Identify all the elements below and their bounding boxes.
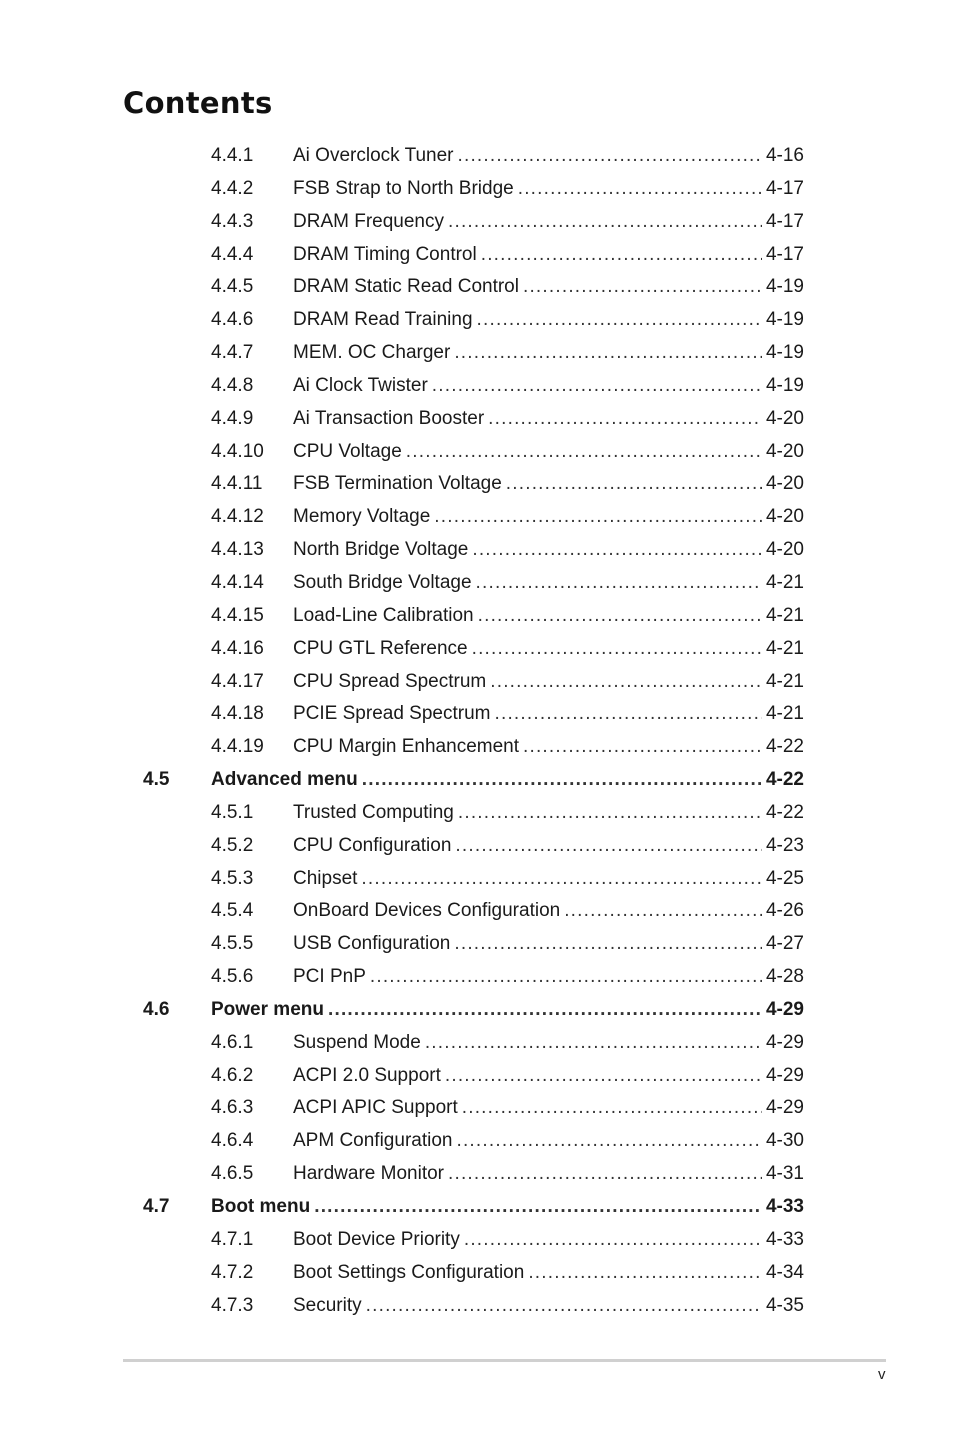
- toc-section-entry[interactable]: [0, 764, 954, 797]
- toc-entry-title: DRAM Static Read Control: [293, 276, 519, 298]
- dot-leader: [328, 994, 762, 1027]
- toc-entry-page: 4-19: [765, 374, 804, 396]
- toc-entry-number: 4.5.5: [211, 933, 254, 955]
- toc-entry-title: OnBoard Devices Configuration: [293, 900, 561, 922]
- toc-entry-number: 4.7.1: [211, 1228, 254, 1250]
- dot-leader: [477, 304, 762, 337]
- dot-leader: [458, 797, 762, 830]
- toc-entry-number: 4.6.2: [211, 1064, 254, 1086]
- toc-entry-line: [293, 895, 804, 928]
- toc-entry-line: [293, 731, 804, 764]
- toc-entry-line: [293, 239, 804, 272]
- toc-entry-page: 4-29: [765, 1064, 804, 1086]
- toc-entry-line: [293, 337, 804, 370]
- toc-entry[interactable]: [0, 206, 954, 239]
- toc-entry-page: 4-35: [765, 1294, 804, 1316]
- toc-entry-number: 4.4.2: [211, 177, 254, 199]
- toc-entry[interactable]: [0, 1092, 954, 1125]
- toc-entry-title: Boot Settings Configuration: [293, 1261, 525, 1283]
- toc-entry-number: 4.6.3: [211, 1097, 254, 1119]
- toc-entry-title: Chipset: [293, 867, 358, 889]
- toc-entry-number: 4.6.4: [211, 1130, 254, 1152]
- toc-entry-line: [293, 304, 804, 337]
- toc-entry-page: 4-28: [765, 966, 804, 988]
- toc-entry-page: 4-20: [765, 473, 804, 495]
- toc-entry-page: 4-20: [765, 506, 804, 528]
- toc-entry-title: CPU Configuration: [293, 834, 452, 856]
- toc-entry-line: [293, 830, 804, 863]
- toc-entry-page: 4-20: [765, 407, 804, 429]
- toc-entry-number: 4.4.8: [211, 374, 254, 396]
- toc-entry-title: Security: [293, 1294, 362, 1316]
- toc-entry-title: Advanced menu: [211, 769, 358, 791]
- toc-entry-number: 4.6: [143, 998, 170, 1020]
- toc-entry-title: CPU Margin Enhancement: [293, 736, 519, 758]
- toc-entry-title: USB Configuration: [293, 933, 451, 955]
- dot-leader: [494, 698, 761, 731]
- toc-entry[interactable]: [0, 895, 954, 928]
- toc-entry-title: CPU GTL Reference: [293, 637, 468, 659]
- dot-leader: [490, 666, 762, 699]
- toc-entry-line: [293, 600, 804, 633]
- toc-entry-number: 4.4.18: [211, 703, 264, 725]
- dot-leader: [425, 1027, 762, 1060]
- toc-entry-page: 4-33: [765, 1228, 804, 1250]
- toc-entry-line: [293, 1027, 804, 1060]
- toc-entry-page: 4-17: [765, 243, 804, 265]
- toc-entry-number: 4.4.19: [211, 736, 264, 758]
- toc-entry-page: 4-27: [765, 933, 804, 955]
- dot-leader: [518, 173, 762, 206]
- toc-entry-title: PCI PnP: [293, 966, 366, 988]
- toc-entry[interactable]: [0, 1257, 954, 1290]
- toc-entry-page: 4-30: [765, 1130, 804, 1152]
- dot-leader: [362, 764, 762, 797]
- toc-section-entry[interactable]: [0, 994, 954, 1027]
- toc-entry-title: Hardware Monitor: [293, 1163, 444, 1185]
- toc-entry-number: 4.5.3: [211, 867, 254, 889]
- toc-entry-page: 4-26: [765, 900, 804, 922]
- toc-entry-line: [293, 436, 804, 469]
- toc-entry-page: 4-29: [765, 998, 804, 1020]
- toc-entry-page: 4-33: [765, 1196, 804, 1217]
- toc-entry-page: 4-20: [765, 440, 804, 462]
- toc-entry[interactable]: [0, 830, 954, 863]
- toc-entry-title: Boot Device Priority: [293, 1228, 460, 1250]
- toc-entry[interactable]: [0, 403, 954, 436]
- dot-leader: [361, 863, 762, 896]
- toc-entry-line: [293, 698, 804, 731]
- dot-leader: [445, 1060, 762, 1093]
- toc-entry-number: 4.4.10: [211, 440, 264, 462]
- dot-leader: [523, 271, 762, 304]
- toc-entry[interactable]: [0, 1027, 954, 1060]
- toc-entry-line: [293, 271, 804, 304]
- toc-entry-number: 4.4.1: [211, 145, 254, 166]
- toc-entry-title: Ai Transaction Booster: [293, 407, 485, 429]
- toc-entry-number: 4.7.3: [211, 1294, 254, 1316]
- toc-entry[interactable]: [0, 304, 954, 337]
- toc-entry[interactable]: [0, 797, 954, 830]
- toc-entry-title: Ai Overclock Tuner: [293, 145, 454, 166]
- toc-entry-page: 4-17: [765, 177, 804, 199]
- toc-entry[interactable]: [0, 1125, 954, 1158]
- toc-entry-title: APM Configuration: [293, 1130, 453, 1152]
- toc-entry[interactable]: [0, 1060, 954, 1093]
- toc-entry-page: 4-21: [765, 604, 804, 626]
- toc-entry[interactable]: [0, 534, 954, 567]
- toc-entry[interactable]: [0, 698, 954, 731]
- dot-leader: [476, 567, 762, 600]
- toc-entry-number: 4.4.17: [211, 670, 264, 692]
- toc-entry-line: [293, 666, 804, 699]
- toc-entry-number: 4.4.14: [211, 571, 264, 593]
- toc-entry-line: [293, 633, 804, 666]
- toc-entry-number: 4.7: [143, 1196, 170, 1217]
- toc-entry-page: 4-31: [765, 1163, 804, 1185]
- toc-entry-title: North Bridge Voltage: [293, 539, 469, 561]
- toc-entry-number: 4.5: [143, 769, 170, 791]
- toc-entry-number: 4.4.16: [211, 637, 264, 659]
- toc-entry-title: Trusted Computing: [293, 801, 454, 823]
- dot-leader: [454, 928, 762, 961]
- toc-entry-title: CPU Spread Spectrum: [293, 670, 487, 692]
- toc-entry[interactable]: [0, 928, 954, 961]
- dot-leader: [523, 731, 762, 764]
- toc-entry-title: DRAM Frequency: [293, 210, 444, 232]
- page-number: v: [878, 1366, 886, 1383]
- toc-entry-number: 4.6.1: [211, 1031, 254, 1053]
- toc-entry-page: 4-34: [765, 1261, 804, 1283]
- toc-entry-page: 4-19: [765, 342, 804, 364]
- toc-entry[interactable]: [0, 140, 954, 173]
- toc-entry-line: [293, 928, 804, 961]
- toc-entry-number: 4.4.3: [211, 210, 254, 232]
- toc-entry-title: PCIE Spread Spectrum: [293, 703, 491, 725]
- toc-entry[interactable]: [0, 1224, 954, 1257]
- toc-entry-title: Power menu: [211, 998, 324, 1020]
- toc-entry-line: [211, 764, 804, 797]
- toc-entry-line: [293, 1158, 804, 1191]
- toc-entry-number: 4.4.5: [211, 276, 254, 298]
- dot-leader: [478, 600, 762, 633]
- toc-entry[interactable]: [0, 666, 954, 699]
- toc-entry-line: [211, 1191, 804, 1224]
- dot-leader: [462, 1092, 762, 1125]
- toc-entry-line: [293, 961, 804, 994]
- dot-leader: [454, 337, 762, 370]
- toc-entry-number: 4.6.5: [211, 1163, 254, 1185]
- dot-leader: [528, 1257, 762, 1290]
- toc-entry-title: Load-Line Calibration: [293, 604, 474, 626]
- toc-entry-line: [293, 206, 804, 239]
- toc-entry-number: 4.4.12: [211, 506, 264, 528]
- dot-leader: [448, 206, 762, 239]
- toc-entry-line: [293, 1125, 804, 1158]
- toc-entry[interactable]: [0, 600, 954, 633]
- toc-entry-page: 4-22: [765, 736, 804, 758]
- toc-entry-number: 4.4.7: [211, 342, 254, 364]
- toc-entry-title: MEM. OC Charger: [293, 342, 451, 364]
- toc-entry[interactable]: [0, 961, 954, 994]
- toc-entry-page: 4-22: [765, 769, 804, 791]
- toc-entry-number: 4.4.6: [211, 309, 254, 331]
- toc-entry-number: 4.4.13: [211, 539, 264, 561]
- toc-entry-number: 4.4.4: [211, 243, 254, 265]
- dot-leader: [314, 1191, 762, 1224]
- dot-leader: [455, 830, 762, 863]
- toc-entry-number: 4.7.2: [211, 1261, 254, 1283]
- toc-entry[interactable]: [0, 271, 954, 304]
- toc-entry[interactable]: [0, 567, 954, 600]
- toc-entry-title: ACPI APIC Support: [293, 1097, 458, 1119]
- toc-entry-number: 4.5.6: [211, 966, 254, 988]
- toc-entry-line: [293, 501, 804, 534]
- toc-entry[interactable]: [0, 436, 954, 469]
- toc-entry-title: DRAM Timing Control: [293, 243, 477, 265]
- dot-leader: [448, 1158, 762, 1191]
- dot-leader: [472, 534, 762, 567]
- dot-leader: [434, 501, 762, 534]
- toc-entry-title: South Bridge Voltage: [293, 571, 472, 593]
- toc-entry-title: DRAM Read Training: [293, 309, 473, 331]
- toc-entry-title: Memory Voltage: [293, 506, 431, 528]
- toc-entry-page: 4-16: [765, 145, 804, 166]
- toc-entry-number: 4.4.9: [211, 407, 254, 429]
- dot-leader: [472, 633, 762, 666]
- toc-entry-line: [293, 1290, 804, 1323]
- toc-entry-page: 4-21: [765, 703, 804, 725]
- toc-entry-title: Suspend Mode: [293, 1031, 421, 1053]
- toc-entry-page: 4-29: [765, 1097, 804, 1119]
- dot-leader: [432, 370, 762, 403]
- toc-entry-page: 4-17: [765, 210, 804, 232]
- toc-entry-page: 4-22: [765, 801, 804, 823]
- toc-entry-line: [293, 797, 804, 830]
- toc-entry-line: [293, 1257, 804, 1290]
- toc-entry-number: 4.5.1: [211, 801, 254, 823]
- dot-leader: [406, 436, 762, 469]
- toc-entry-title: Boot menu: [211, 1196, 311, 1217]
- dot-leader: [464, 1224, 762, 1257]
- toc-entry-number: 4.5.4: [211, 900, 254, 922]
- toc-entry-line: [293, 140, 804, 173]
- toc-entry-page: 4-29: [765, 1031, 804, 1053]
- toc-entry-title: CPU Voltage: [293, 440, 402, 462]
- toc-entry-page: 4-21: [765, 571, 804, 593]
- toc-entry-page: 4-19: [765, 309, 804, 331]
- toc-entry[interactable]: [0, 501, 954, 534]
- toc-entry-number: 4.5.2: [211, 834, 254, 856]
- toc-section-entry[interactable]: [0, 1191, 954, 1224]
- toc-entry-line: [293, 1092, 804, 1125]
- toc-entry-line: [293, 1224, 804, 1257]
- page-title: Contents: [123, 86, 273, 120]
- toc-entry-title: Ai Clock Twister: [293, 374, 428, 396]
- toc-entry-line: [293, 863, 804, 896]
- toc-entry-title: ACPI 2.0 Support: [293, 1064, 441, 1086]
- toc-entry[interactable]: [0, 863, 954, 896]
- toc-entry-page: 4-21: [765, 670, 804, 692]
- dot-leader: [458, 140, 762, 173]
- toc-entry[interactable]: [0, 239, 954, 272]
- toc-entry-title: FSB Strap to North Bridge: [293, 177, 514, 199]
- dot-leader: [488, 403, 762, 436]
- toc-entry-page: 4-19: [765, 276, 804, 298]
- toc-entry-page: 4-21: [765, 637, 804, 659]
- toc-entry[interactable]: [0, 337, 954, 370]
- dot-leader: [506, 468, 762, 501]
- toc-entry-line: [293, 370, 804, 403]
- toc-entry-page: 4-25: [765, 867, 804, 889]
- dot-leader: [456, 1125, 762, 1158]
- toc-entry[interactable]: [0, 633, 954, 666]
- dot-leader: [366, 1290, 762, 1323]
- dot-leader: [481, 239, 762, 272]
- toc-entry-line: [293, 534, 804, 567]
- dot-leader: [370, 961, 762, 994]
- toc-entry[interactable]: [0, 370, 954, 403]
- toc-entry-line: [293, 468, 804, 501]
- toc-entry-line: [293, 1060, 804, 1093]
- toc-entry[interactable]: [0, 1158, 954, 1191]
- toc-entry-line: [293, 403, 804, 436]
- toc-entry-line: [293, 173, 804, 206]
- toc-entry-page: 4-23: [765, 834, 804, 856]
- toc-entry-line: [211, 994, 804, 1027]
- toc-entry-line: [293, 567, 804, 600]
- toc-entry[interactable]: [0, 731, 954, 764]
- toc-entry[interactable]: [0, 468, 954, 501]
- footer-divider: [123, 1359, 886, 1362]
- toc-entry-number: 4.4.11: [211, 473, 263, 495]
- toc-entry[interactable]: [0, 173, 954, 206]
- toc-entry-title: FSB Termination Voltage: [293, 473, 502, 495]
- toc-entry[interactable]: [0, 1290, 954, 1323]
- table-of-contents: [0, 140, 954, 1322]
- toc-entry-page: 4-20: [765, 539, 804, 561]
- dot-leader: [564, 895, 762, 928]
- toc-entry-number: 4.4.15: [211, 604, 264, 626]
